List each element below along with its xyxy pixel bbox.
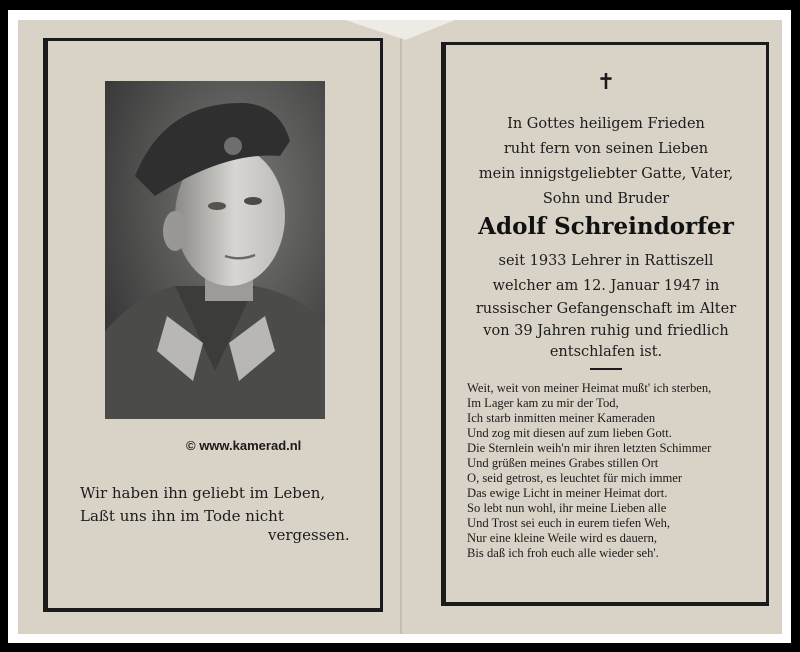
- details-line-1: seit 1933 Lehrer in Rattiszell: [498, 253, 714, 269]
- motto-line-3: vergessen.: [268, 526, 350, 544]
- details-line-4: von 39 Jahren ruhig und friedlich: [483, 323, 729, 339]
- poem-line: Bis daß ich froh euch alle wieder seh'.: [467, 546, 659, 560]
- poem-line: Und Trost sei euch in eurem tiefen Weh,: [467, 516, 671, 530]
- copyright-watermark: © www.kamerad.nl: [186, 438, 302, 453]
- poem: [467, 381, 711, 561]
- poem-line: Die Sternlein weih'n mir ihren letzten Schimmer: [467, 441, 712, 455]
- cross-icon: ✝: [596, 70, 616, 95]
- soldier-portrait: [105, 81, 325, 419]
- deceased-name: Adolf Schreindorfer: [478, 213, 734, 240]
- details-line-2: welcher am 12. Januar 1947 in: [492, 278, 720, 294]
- intro-line-2: ruht fern von seinen Lieben: [503, 141, 709, 157]
- divider-rule: [590, 368, 622, 370]
- poem-line: Und grüßen meines Grabes stillen Ort: [467, 456, 659, 470]
- details-line-5: entschlafen ist.: [549, 344, 663, 360]
- motto-line-1: Wir haben ihn geliebt im Leben,: [80, 484, 326, 502]
- poem-line: Weit, weit von meiner Heimat mußt' ich sterben,: [467, 381, 712, 395]
- poem-line: Und zog mit diesen auf zum lieben Gott.: [467, 426, 672, 440]
- intro-line-4: Sohn und Bruder: [542, 191, 670, 207]
- poem-line: So lebt nun wohl, ihr meine Lieben alle: [467, 501, 667, 515]
- poem-line: Das ewige Licht in meiner Heimat dort.: [467, 486, 668, 500]
- details-line-3: russischer Gefangenschaft im Alter: [475, 301, 737, 317]
- intro-line-3: mein innigstgeliebter Gatte, Vater,: [478, 166, 734, 182]
- poem-line: O, seid getrost, es leuchtet für mich immer: [467, 471, 683, 485]
- poem-line: Im Lager kam zu mir der Tod,: [467, 396, 619, 410]
- motto-line-2: Laßt uns ihn im Tode nicht: [80, 507, 284, 525]
- intro-line-1: In Gottes heiligem Frieden: [507, 116, 705, 132]
- poem-line: Ich starb inmitten meiner Kameraden: [467, 411, 656, 425]
- card-fold: [400, 20, 402, 634]
- poem-line: Nur eine kleine Weile wird es dauern,: [467, 531, 658, 545]
